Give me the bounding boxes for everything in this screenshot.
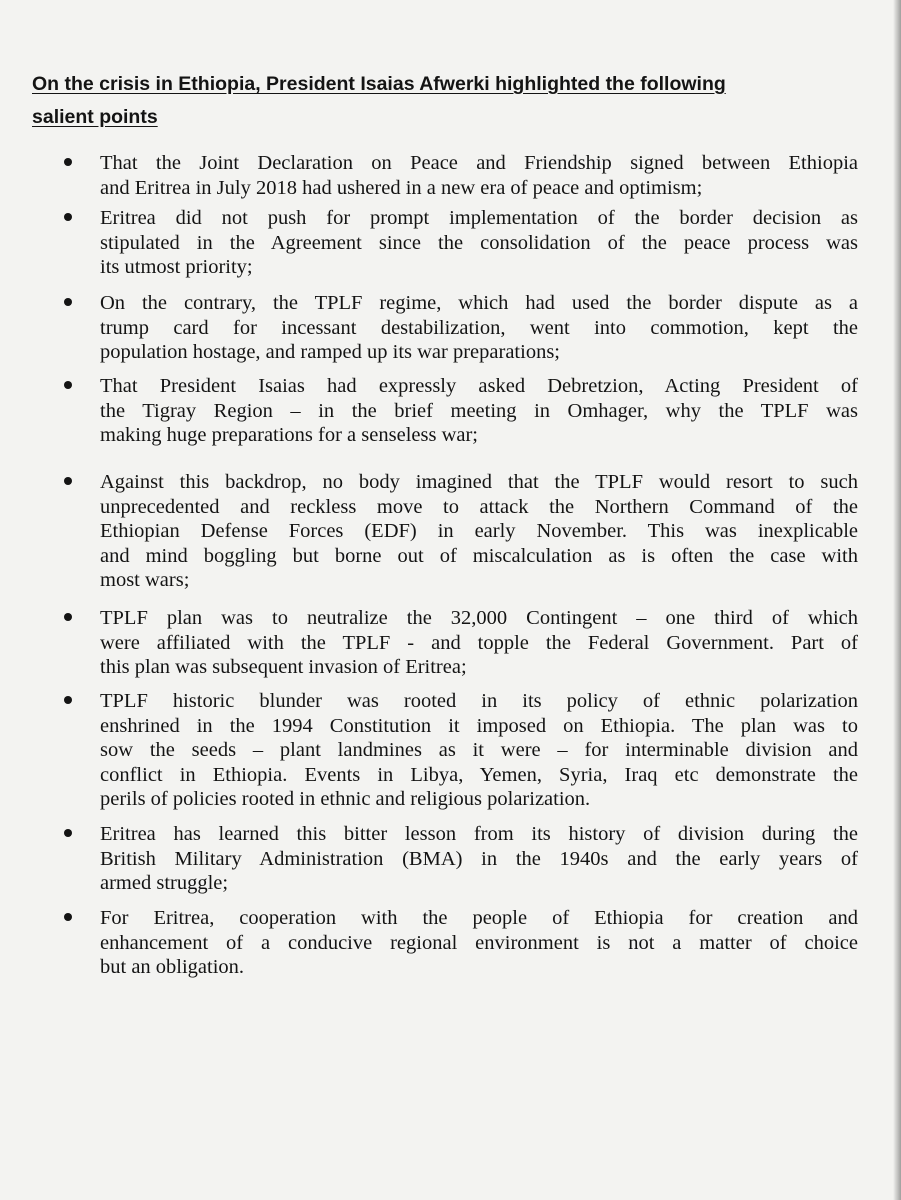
- bullet-dot-icon: [64, 381, 72, 389]
- text-line: armed struggle;: [100, 872, 229, 894]
- text-line: sow the seeds – plant landmines as it were – for interminable division and: [100, 739, 858, 761]
- bullet-text: [100, 689, 858, 812]
- bullet-text: [100, 291, 858, 365]
- text-line: That President Isaias had expressly asked Debretzion, Acting President of: [100, 375, 858, 397]
- text-line: British Military Administration (BMA) in the 1940s and the early years of: [100, 847, 858, 870]
- text-line: That the Joint Declaration on Peace and Friendship signed between Ethiopia: [100, 152, 858, 174]
- text-line: On the contrary, the TPLF regime, which had used the border dispute as a: [100, 292, 858, 314]
- bullet-dot-icon: [64, 298, 72, 306]
- text-line: and Eritrea in July 2018 had ushered in a new era of peace and optimism;: [100, 176, 703, 199]
- text-line: stipulated in the Agreement since the consolidation of the peace process was: [100, 231, 858, 254]
- bullet-dot-icon: [64, 829, 72, 837]
- text-line: TPLF historic blunder was rooted in its policy of ethnic polarization: [100, 690, 858, 712]
- text-line: most wars;: [100, 569, 190, 591]
- text-line: For Eritrea, cooperation with the people of Ethiopia for creation and: [100, 907, 858, 929]
- text-line: were affiliated with the TPLF - and topple the Federal Government. Part of: [100, 631, 858, 654]
- heading-line: salient points: [32, 106, 158, 128]
- text-line: Eritrea did not push for prompt implementation of the border decision as: [100, 207, 858, 229]
- text-line: unprecedented and reckless move to attack the Northern Command of the: [100, 495, 858, 518]
- text-line: the Tigray Region – in the brief meeting in Omhager, why the TPLF was: [100, 399, 858, 422]
- bullet-text: [100, 206, 858, 280]
- bullet-dot-icon: [64, 158, 72, 166]
- bullet-text: [100, 151, 858, 200]
- text-line: Ethiopian Defense Forces (EDF) in early November. This was inexplicable: [100, 520, 858, 542]
- bullet-text: [100, 606, 858, 680]
- bullet-dot-icon: [64, 913, 72, 921]
- text-line: Eritrea has learned this bitter lesson from its history of division during the: [100, 823, 858, 845]
- text-line: TPLF plan was to neutralize the 32,000 Contingent – one third of which: [100, 607, 858, 629]
- text-line: this plan was subsequent invasion of Eritrea;: [100, 656, 467, 678]
- text-line: enhancement of a conducive regional environment is not a matter of choice: [100, 931, 858, 954]
- text-line: Against this backdrop, no body imagined that the TPLF would resort to such: [100, 471, 858, 493]
- document-heading: [32, 68, 832, 134]
- bullet-text: [100, 470, 858, 593]
- bullet-text: [100, 374, 858, 448]
- bullet-dot-icon: [64, 213, 72, 221]
- text-line: enshrined in the 1994 Constitution it imposed on Ethiopia. The plan was to: [100, 714, 858, 737]
- bullet-text: [100, 906, 858, 980]
- text-line: but an obligation.: [100, 956, 245, 978]
- heading-line: On the crisis in Ethiopia, President Isaias Afwerki highlighted the following: [32, 73, 726, 95]
- text-line: conflict in Ethiopia. Events in Libya, Yemen, Syria, Iraq etc demonstrate the: [100, 763, 858, 786]
- bullet-dot-icon: [64, 613, 72, 621]
- page-edge-shadow: [893, 0, 901, 1200]
- bullet-dot-icon: [64, 696, 72, 704]
- text-line: trump card for incessant destabilization, went into commotion, kept the: [100, 316, 858, 339]
- bullet-dot-icon: [64, 477, 72, 485]
- text-line: population hostage, and ramped up its war preparations;: [100, 341, 560, 363]
- bullet-text: [100, 822, 858, 896]
- text-line: making huge preparations for a senseless war;: [100, 424, 478, 446]
- text-line: perils of policies rooted in ethnic and religious polarization.: [100, 788, 591, 810]
- text-line: its utmost priority;: [100, 256, 253, 278]
- text-line: and mind boggling but borne out of miscalculation as is often the case with: [100, 544, 858, 567]
